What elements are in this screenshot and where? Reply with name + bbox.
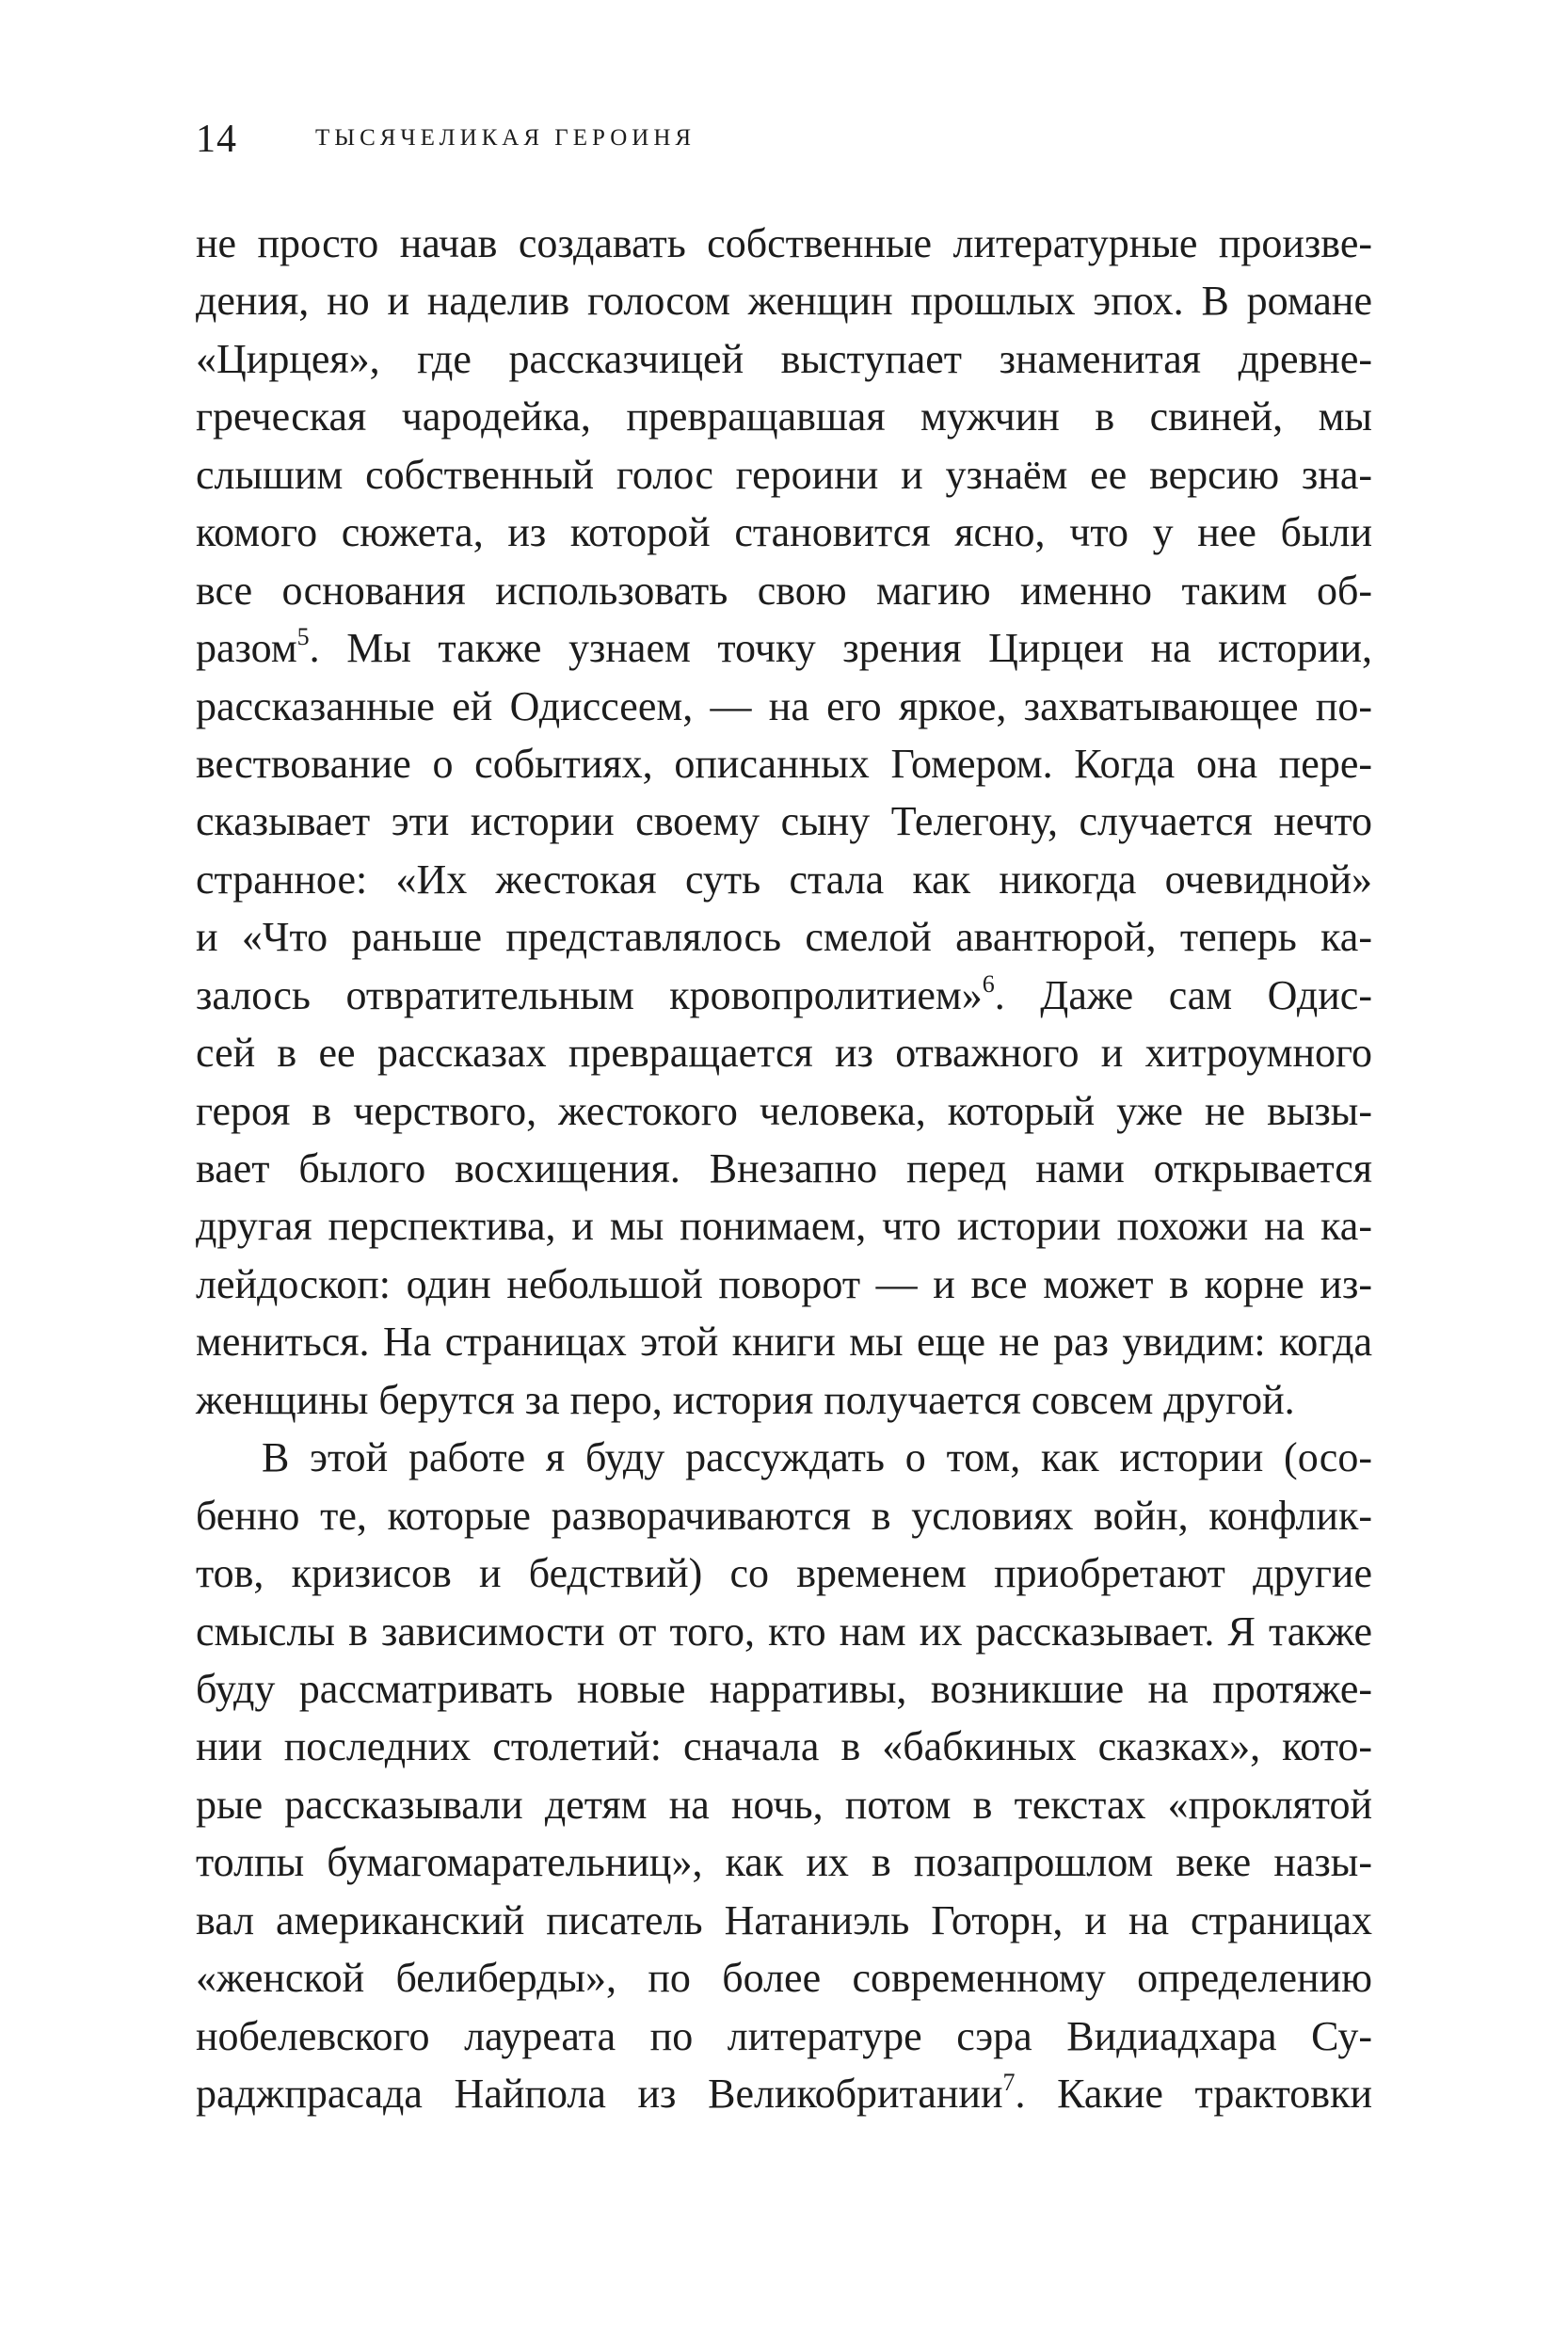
paragraph bbox=[196, 215, 1372, 1429]
text-line: буду рассматривать новые нарративы, возникшие на протяже- bbox=[196, 1665, 1372, 1712]
text-line: все основания использовать свою магию именно таким об- bbox=[196, 567, 1372, 614]
text-line: странное: «Их жестокая суть стала как никогда очевидной» bbox=[196, 856, 1372, 903]
body-text bbox=[196, 215, 1372, 2122]
text-line: лейдоскоп: один небольшой поворот — и все может в корне из- bbox=[196, 1260, 1372, 1307]
text-line: бенно те, которые разворачиваются в условиях войн, конфлик- bbox=[196, 1492, 1372, 1539]
text-line: вал американский писатель Натаниэль Готорн, и на страницах bbox=[196, 1896, 1372, 1943]
text-line: нобелевского лауреата по литературе сэра Видиадхара Су- bbox=[196, 2012, 1372, 2059]
text-line: женщины берутся за перо, история получается совсем другой. bbox=[196, 1376, 1295, 1423]
text-line bbox=[196, 619, 1372, 677]
text-line: дения, но и наделив голосом женщин прошлых эпох. В романе bbox=[196, 278, 1372, 325]
text-segment: . Мы также узнаем точку зрения Цирцеи на истории, bbox=[309, 625, 1372, 672]
text-line: нии последних столетий: сначала в «бабкиных сказках», кото- bbox=[196, 1723, 1372, 1770]
text-line: «Цирцея», где рассказчицей выступает знаменитая древне- bbox=[196, 335, 1372, 382]
paragraph bbox=[196, 1429, 1372, 2122]
text-line: сей в ее рассказах превращается из отважного и хитроумного bbox=[196, 1030, 1372, 1077]
text-segment: залось отвратительным кровопролитием» bbox=[196, 971, 983, 1018]
text-line: рые рассказывали детям на ночь, потом в текстах «проклятой bbox=[196, 1781, 1372, 1828]
text-line: смыслы в зависимости от того, кто нам их рассказывает. Я также bbox=[196, 1607, 1372, 1655]
text-line: вествование о событиях, описанных Гомером. Когда она пере- bbox=[196, 740, 1372, 787]
text-line: толпы бумагомарательниц», как их в позапрошлом веке назы- bbox=[196, 1839, 1372, 1886]
text-line: другая перспектива, и мы понимаем, что истории похожи на ка- bbox=[196, 1203, 1372, 1250]
text-line: В этой работе я буду рассуждать о том, как истории (осо- bbox=[262, 1434, 1372, 1481]
text-segment: раджпрасада Найпола из Великобритании bbox=[196, 2071, 1003, 2117]
text-segment: . Какие трактовки bbox=[1015, 2071, 1372, 2117]
text-line: комого сюжета, из которой становится ясно, что у нее были bbox=[196, 509, 1372, 556]
text-line: вает былого восхищения. Внезапно перед нами открывается bbox=[196, 1145, 1372, 1191]
footnote-marker[interactable]: 7 bbox=[1002, 2069, 1016, 2096]
text-line bbox=[196, 967, 1372, 1024]
footnote-marker[interactable]: 5 bbox=[296, 623, 310, 651]
page-number: 14 bbox=[196, 118, 237, 161]
text-line: мениться. На страницах этой книги мы еще не раз увидим: когда bbox=[196, 1319, 1372, 1366]
text-line: героя в черствого, жестокого человека, который уже не вызы- bbox=[196, 1087, 1372, 1134]
text-line: «женской белиберды», по более современному определению bbox=[196, 1955, 1372, 2002]
text-segment: разом bbox=[196, 625, 297, 672]
text-line: сказывает эти истории своему сыну Телегону, случается нечто bbox=[196, 798, 1372, 845]
text-line bbox=[196, 2065, 1372, 2122]
text-line: греческая чародейка, превращавшая мужчин в свиней, мы bbox=[196, 393, 1372, 440]
text-line: не просто начав создавать собственные литературные произве- bbox=[196, 220, 1372, 266]
footnote-marker[interactable]: 6 bbox=[982, 969, 995, 998]
running-head: ТЫСЯЧЕЛИКАЯ ГЕРОИНЯ bbox=[315, 125, 696, 151]
text-line: слышим собственный голос героини и узнаём ее версию зна- bbox=[196, 451, 1372, 498]
text-line: и «Что раньше представлялось смелой авантюрой, теперь ка- bbox=[196, 914, 1372, 961]
text-line: тов, кризисов и бедствий) со временем приобретают другие bbox=[196, 1550, 1372, 1597]
text-line: рассказанные ей Одиссеем, — на его яркое, захватывающее по- bbox=[196, 682, 1372, 729]
text-segment: . Даже сам Одис- bbox=[994, 971, 1372, 1018]
